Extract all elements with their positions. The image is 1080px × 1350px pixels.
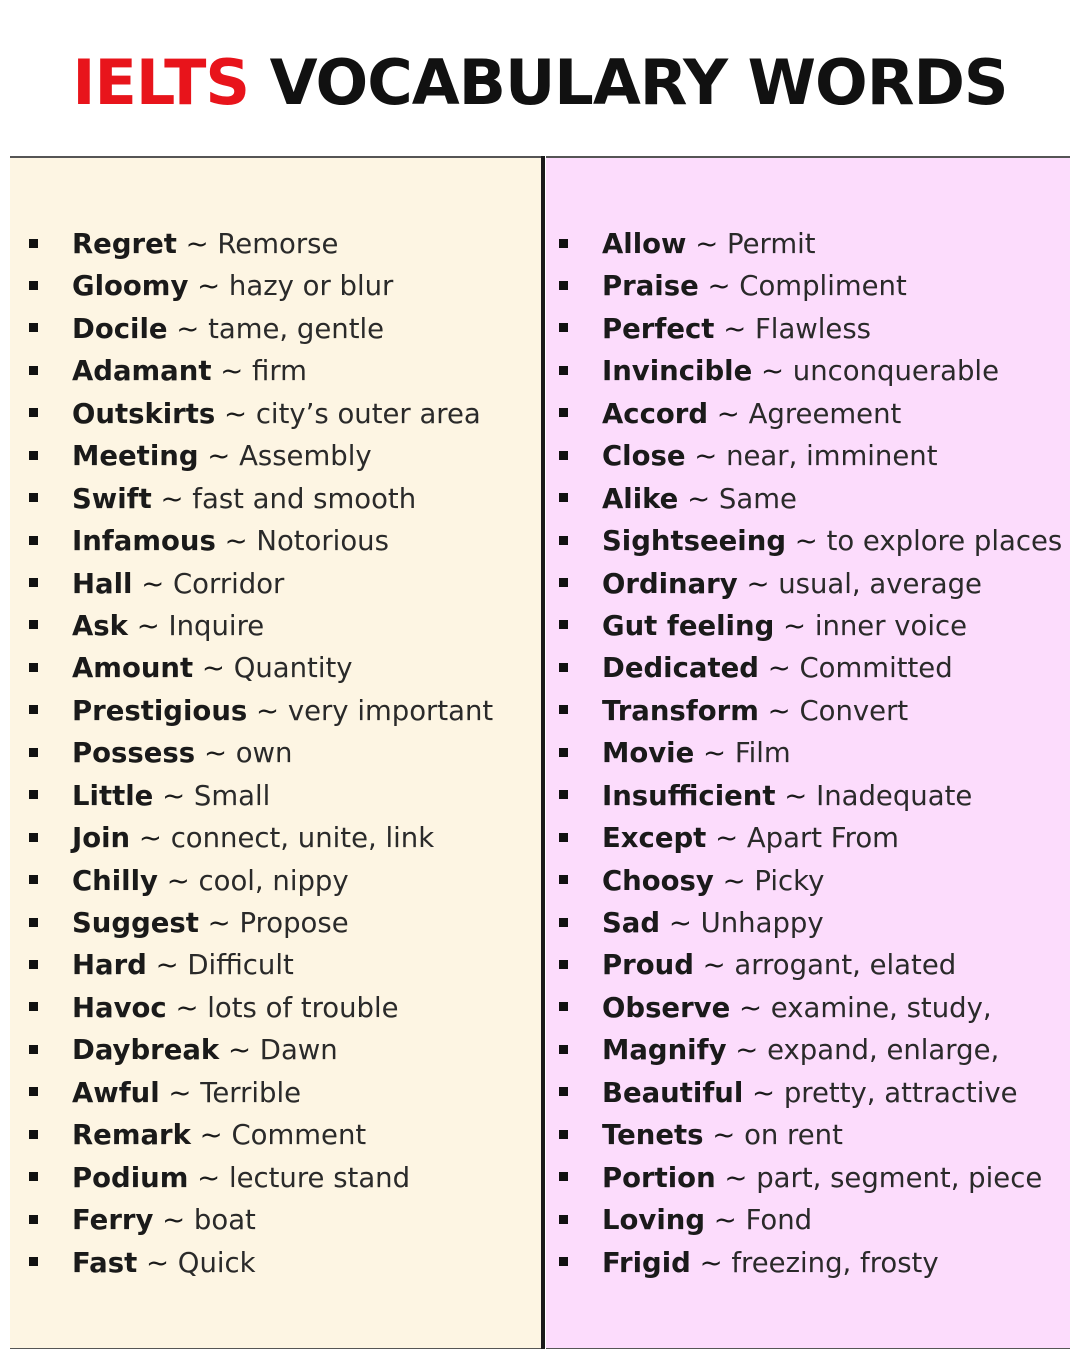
vocab-meaning: freezing, frosty	[731, 1246, 939, 1279]
tilde-separator: ~	[146, 1246, 170, 1279]
vocab-meaning: hazy or blur	[228, 270, 394, 303]
vocab-word: Praise	[602, 270, 699, 303]
vocab-meaning: cool, nippy	[198, 864, 349, 897]
vocab-word: Ask	[72, 609, 128, 642]
tilde-separator: ~	[794, 525, 818, 558]
bullet-icon	[29, 705, 38, 714]
list-item	[25, 817, 493, 859]
bullet-icon	[559, 1215, 568, 1224]
list-item	[555, 690, 1062, 732]
bullet-icon	[29, 918, 38, 927]
vocab-word: Infamous	[72, 525, 216, 558]
bullet-icon	[559, 408, 568, 417]
vocab-meaning: unconquerable	[792, 355, 999, 388]
vocab-word: Possess	[72, 737, 196, 770]
bullet-icon	[559, 239, 568, 248]
list-item	[25, 520, 493, 562]
bullet-icon	[29, 281, 38, 290]
list-item	[555, 520, 1062, 562]
vocab-meaning: own	[235, 737, 293, 770]
list-item	[25, 647, 493, 689]
list-item	[25, 987, 493, 1029]
vocab-word: Movie	[602, 737, 695, 770]
title-ielts: IELTS	[72, 46, 250, 119]
list-item	[25, 1199, 493, 1241]
list-item	[555, 775, 1062, 817]
bullet-icon	[559, 1172, 568, 1181]
bullet-icon	[559, 536, 568, 545]
bullet-icon	[29, 1257, 38, 1266]
vocab-meaning: Convert	[799, 694, 909, 727]
bullet-icon	[29, 1045, 38, 1054]
vocab-meaning: Compliment	[739, 270, 907, 303]
list-item	[555, 1242, 1062, 1284]
bullet-icon	[559, 663, 568, 672]
vocab-word: Little	[72, 779, 154, 812]
vocab-word: Transform	[602, 694, 759, 727]
list-item	[25, 902, 493, 944]
vocab-word: Tenets	[602, 1119, 704, 1152]
vocab-meaning: Dawn	[259, 1034, 338, 1067]
vocab-word: Ordinary	[602, 567, 738, 600]
vocab-meaning: Apart From	[746, 822, 899, 855]
vocab-meaning: Difficult	[187, 949, 294, 982]
column-divider	[541, 156, 545, 1349]
list-item	[555, 1114, 1062, 1156]
tilde-separator: ~	[136, 609, 160, 642]
list-item	[555, 944, 1062, 986]
list-item	[555, 393, 1062, 435]
list-item	[25, 308, 493, 350]
tilde-separator: ~	[160, 482, 184, 515]
list-item	[25, 860, 493, 902]
vocab-meaning: Picky	[754, 864, 825, 897]
vocab-word: Join	[72, 822, 131, 855]
bullet-icon	[29, 493, 38, 502]
vocab-word: Remark	[72, 1119, 191, 1152]
vocab-word: Regret	[72, 228, 177, 260]
vocab-word: Insufficient	[602, 779, 776, 812]
vocab-word: Perfect	[602, 312, 715, 345]
tilde-separator: ~	[702, 949, 726, 982]
vocab-word: Allow	[602, 228, 687, 260]
tilde-separator: ~	[716, 397, 740, 430]
vocab-meaning: Propose	[239, 907, 349, 939]
list-item	[555, 647, 1062, 689]
bullet-icon	[29, 790, 38, 799]
bullet-icon	[29, 536, 38, 545]
vocab-word: Choosy	[602, 864, 714, 897]
list-item	[555, 563, 1062, 605]
bullet-icon	[559, 578, 568, 587]
vocab-word: Docile	[72, 312, 168, 345]
tilde-separator: ~	[713, 1204, 737, 1237]
tilde-separator: ~	[695, 228, 719, 260]
list-item	[25, 1242, 493, 1284]
vocab-meaning: Terrible	[200, 1076, 302, 1109]
tilde-separator: ~	[197, 1161, 221, 1194]
vocab-meaning: lecture stand	[228, 1161, 411, 1194]
vocab-word: Sad	[602, 907, 661, 939]
tilde-separator: ~	[724, 1161, 748, 1194]
bullet-icon	[29, 578, 38, 587]
vocab-meaning: Permit	[726, 228, 816, 260]
bullet-icon	[559, 748, 568, 757]
vocab-word: Outskirts	[72, 397, 216, 430]
bullet-icon	[559, 875, 568, 884]
list-item	[555, 860, 1062, 902]
vocab-word: Proud	[602, 949, 694, 982]
vocab-meaning: Flawless	[754, 312, 871, 345]
vocab-meaning: Assembly	[239, 440, 372, 473]
tilde-separator: ~	[138, 822, 162, 855]
bullet-icon	[29, 620, 38, 629]
bullet-icon	[29, 1172, 38, 1181]
bullet-icon	[29, 1087, 38, 1096]
tilde-separator: ~	[175, 991, 199, 1024]
vocab-word: Prestigious	[72, 694, 248, 727]
vocab-meaning: on rent	[744, 1119, 843, 1152]
vocab-word: Magnify	[602, 1034, 727, 1067]
vocab-word: Close	[602, 440, 686, 473]
vocab-meaning: lots of trouble	[207, 991, 399, 1024]
vocab-word: Alike	[602, 482, 679, 515]
vocab-word: Fast	[72, 1246, 138, 1279]
list-item	[25, 393, 493, 435]
bullet-icon	[559, 833, 568, 842]
bullet-icon	[559, 493, 568, 502]
tilde-separator: ~	[738, 991, 763, 1024]
vocab-word: Except	[602, 822, 707, 855]
vocab-meaning: city’s outer area	[255, 397, 481, 430]
bullet-icon	[29, 408, 38, 417]
bullet-icon	[559, 281, 568, 290]
list-item	[25, 944, 493, 986]
vocab-word: Dedicated	[602, 652, 759, 685]
vocab-meaning: fast and smooth	[192, 482, 417, 515]
tilde-separator: ~	[694, 440, 718, 473]
title-vocabulary-words: VOCABULARY WORDS	[269, 46, 1008, 119]
vocab-meaning: Film	[734, 737, 791, 770]
vocab-meaning: Remorse	[217, 228, 339, 260]
vocab-word: Accord	[602, 397, 709, 430]
bullet-icon	[29, 663, 38, 672]
vocab-meaning: boat	[193, 1204, 256, 1237]
bullet-icon	[29, 960, 38, 969]
vocab-word: Beautiful	[602, 1076, 744, 1109]
vocab-meaning: Notorious	[256, 525, 389, 558]
tilde-separator: ~	[783, 609, 807, 642]
bullet-icon	[559, 1130, 568, 1139]
bullet-icon	[559, 323, 568, 332]
bullet-icon	[559, 1002, 568, 1011]
list-item	[25, 223, 493, 265]
tilde-separator: ~	[707, 270, 731, 303]
tilde-separator: ~	[760, 355, 785, 388]
list-item	[25, 435, 493, 477]
bullet-icon	[29, 451, 38, 460]
bullet-icon	[559, 918, 568, 927]
bullet-icon	[29, 1215, 38, 1224]
list-item	[555, 1029, 1062, 1071]
vocab-meaning: Corridor	[172, 567, 285, 600]
tilde-separator: ~	[166, 864, 190, 897]
vocab-meaning: Fond	[745, 1204, 813, 1237]
tilde-separator: ~	[162, 779, 186, 812]
tilde-separator: ~	[687, 482, 711, 515]
bullet-icon	[559, 1087, 568, 1096]
vocab-word: Adamant	[72, 355, 212, 388]
vocab-word: Ferry	[72, 1204, 154, 1237]
bullet-icon	[559, 1045, 568, 1054]
list-item	[555, 223, 1062, 265]
bullet-icon	[559, 960, 568, 969]
list-item	[25, 1029, 493, 1071]
vocab-word: Invincible	[602, 355, 753, 388]
tilde-separator: ~	[256, 694, 280, 727]
vocab-meaning: Small	[193, 779, 271, 812]
bullet-icon	[29, 1002, 38, 1011]
list-item	[25, 775, 493, 817]
tilde-separator: ~	[207, 440, 231, 473]
list-item	[555, 435, 1062, 477]
vocab-meaning: connect, unite, link	[170, 822, 435, 855]
list-item	[25, 690, 493, 732]
list-item	[555, 987, 1062, 1029]
vocab-word: Suggest	[72, 907, 199, 939]
tilde-separator: ~	[784, 779, 808, 812]
bullet-icon	[559, 1257, 568, 1266]
vocab-meaning: near, imminent	[726, 440, 938, 473]
tilde-separator: ~	[703, 737, 727, 770]
list-item	[25, 563, 493, 605]
list-item	[555, 732, 1062, 774]
tilde-separator: ~	[155, 949, 179, 982]
vocab-word: Awful	[72, 1076, 160, 1109]
list-item	[555, 902, 1062, 944]
vocab-meaning: Quantity	[233, 652, 353, 685]
list-item	[555, 265, 1062, 307]
bullet-icon	[29, 833, 38, 842]
list-item	[555, 350, 1062, 392]
vocab-word: Sightseeing	[602, 525, 787, 558]
list-item	[555, 308, 1062, 350]
vocab-meaning: to explore places	[826, 525, 1063, 558]
list-item	[555, 817, 1062, 859]
tilde-separator: ~	[199, 1119, 223, 1152]
tilde-separator: ~	[722, 864, 746, 897]
vocab-meaning: Inadequate	[816, 779, 973, 812]
vocab-word: Chilly	[72, 864, 158, 897]
left-word-list	[25, 223, 493, 1284]
bullet-icon	[559, 451, 568, 460]
vocab-word: Podium	[72, 1161, 189, 1194]
vocab-word: Loving	[602, 1204, 706, 1237]
bullet-icon	[29, 366, 38, 375]
list-item	[25, 1114, 493, 1156]
tilde-separator: ~	[715, 822, 739, 855]
tilde-separator: ~	[162, 1204, 186, 1237]
tilde-separator: ~	[767, 694, 791, 727]
tilde-separator: ~	[668, 907, 692, 939]
list-item	[555, 1199, 1062, 1241]
list-item	[555, 478, 1062, 520]
list-item	[25, 1157, 493, 1199]
bullet-icon	[559, 705, 568, 714]
list-item	[25, 350, 493, 392]
vocab-meaning: Comment	[231, 1119, 367, 1152]
page-title	[0, 38, 1080, 128]
bullet-icon	[29, 323, 38, 332]
tilde-separator: ~	[220, 355, 244, 388]
vocab-word: Gloomy	[72, 270, 189, 303]
vocab-word: Hard	[72, 949, 147, 982]
bullet-icon	[29, 239, 38, 248]
list-item	[25, 605, 493, 647]
vocab-word: Portion	[602, 1161, 716, 1194]
tilde-separator: ~	[224, 397, 248, 430]
vocab-word: Meeting	[72, 440, 199, 473]
vocab-meaning: firm	[252, 355, 307, 388]
bullet-icon	[559, 620, 568, 629]
vocab-meaning: tame, gentle	[208, 312, 385, 345]
vocab-meaning: inner voice	[814, 609, 968, 642]
vocab-meaning: part, segment, piece	[756, 1161, 1043, 1194]
bullet-icon	[29, 748, 38, 757]
vocab-meaning: Same	[718, 482, 797, 515]
list-item	[25, 1072, 493, 1114]
vocab-meaning: Committed	[799, 652, 953, 685]
right-word-list	[555, 223, 1062, 1284]
tilde-separator: ~	[699, 1246, 723, 1279]
tilde-separator: ~	[723, 312, 747, 345]
vocab-word: Frigid	[602, 1246, 691, 1279]
list-item	[25, 478, 493, 520]
vocab-meaning: Unhappy	[700, 907, 824, 939]
tilde-separator: ~	[224, 525, 248, 558]
vocab-word: Observe	[602, 991, 731, 1024]
vocab-meaning: Agreement	[748, 397, 902, 430]
vocab-word: Havoc	[72, 991, 167, 1024]
tilde-separator: ~	[746, 567, 770, 600]
tilde-separator: ~	[207, 907, 231, 939]
tilde-separator: ~	[141, 567, 165, 600]
list-item	[25, 732, 493, 774]
tilde-separator: ~	[203, 737, 227, 770]
vocab-meaning: arrogant, elated	[734, 949, 957, 982]
tilde-separator: ~	[752, 1076, 776, 1109]
tilde-separator: ~	[735, 1034, 759, 1067]
bullet-icon	[559, 366, 568, 375]
list-item	[555, 605, 1062, 647]
list-item	[25, 265, 493, 307]
bullet-icon	[29, 1130, 38, 1139]
tilde-separator: ~	[201, 652, 225, 685]
bullet-icon	[559, 790, 568, 799]
vocab-meaning: expand, enlarge,	[767, 1034, 1000, 1067]
vocab-word: Gut feeling	[602, 609, 775, 642]
tilde-separator: ~	[197, 270, 221, 303]
vocab-word: Daybreak	[72, 1034, 220, 1067]
vocab-meaning: pretty, attractive	[783, 1076, 1018, 1109]
bullet-icon	[29, 875, 38, 884]
tilde-separator: ~	[227, 1034, 252, 1067]
vocab-meaning: very important	[287, 694, 494, 727]
list-item	[555, 1157, 1062, 1199]
vocab-meaning: usual, average	[778, 567, 982, 600]
tilde-separator: ~	[168, 1076, 192, 1109]
vocab-word: Hall	[72, 567, 133, 600]
vocab-word: Swift	[72, 482, 152, 515]
vocab-meaning: Quick	[177, 1246, 256, 1279]
vocab-meaning: Inquire	[168, 609, 265, 642]
tilde-separator: ~	[176, 312, 200, 345]
tilde-separator: ~	[767, 652, 791, 685]
vocab-meaning: examine, study,	[770, 991, 992, 1024]
tilde-separator: ~	[712, 1119, 736, 1152]
tilde-separator: ~	[185, 228, 209, 260]
vocab-word: Amount	[72, 652, 194, 685]
list-item	[555, 1072, 1062, 1114]
